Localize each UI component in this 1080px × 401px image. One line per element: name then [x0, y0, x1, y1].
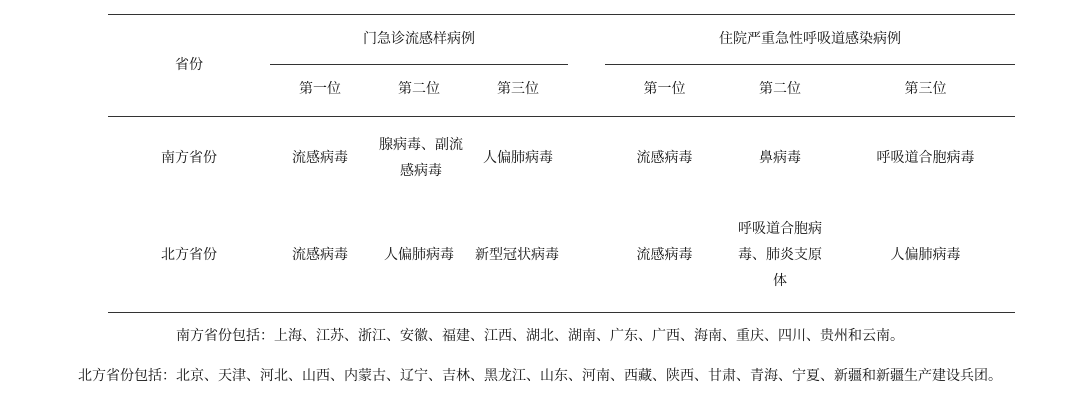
header-outpatient-group: 门急诊流感样病例 [363, 31, 475, 47]
outpatient-group-rule [270, 64, 568, 65]
table-cell: 腺病毒、副流感病毒 [379, 137, 463, 179]
table-cell: 鼻病毒 [759, 150, 801, 166]
south-provinces-note: 南方省份包括：上海、江苏、浙江、安徽、福建、江西、湖北、湖南、广东、广西、海南、重庆、四川、贵州和云南。 [176, 328, 904, 344]
table-bottom-rule [108, 312, 1015, 313]
table-cell: 流感病毒 [636, 150, 693, 166]
table-cell: 流感病毒 [292, 247, 348, 263]
row-north-province: 北方省份 [161, 247, 217, 263]
header-rank-2-outpatient: 第二位 [398, 81, 440, 97]
header-rank-3-outpatient: 第三位 [497, 81, 539, 97]
table-cell: 人偏肺病毒 [483, 150, 553, 166]
header-bottom-rule [108, 116, 1015, 117]
header-rank-2-inpatient: 第二位 [759, 81, 801, 97]
pathogen-table [108, 14, 1015, 314]
table-cell: 流感病毒 [636, 247, 693, 263]
table-cell: 流感病毒 [292, 150, 348, 166]
table-cell: 呼吸道合胞病毒、肺炎支原体 [738, 221, 822, 289]
header-province: 省份 [175, 57, 203, 73]
header-rank-3-inpatient: 第三位 [904, 81, 947, 97]
table-cell: 新型冠状病毒 [475, 247, 559, 263]
table-cell: 人偏肺病毒 [890, 247, 961, 263]
header-rank-1-inpatient: 第一位 [643, 81, 686, 97]
inpatient-group-rule [605, 64, 1015, 65]
table-cell: 呼吸道合胞病毒 [876, 150, 975, 166]
header-rank-1-outpatient: 第一位 [299, 81, 341, 97]
row-south-province: 南方省份 [161, 150, 217, 166]
north-provinces-note: 北方省份包括：北京、天津、河北、山西、内蒙古、辽宁、吉林、黑龙江、山东、河南、西藏、陕西、甘肃、青海、宁夏、新疆和新疆生产建设兵团。 [78, 368, 1002, 384]
header-inpatient-group: 住院严重急性呼吸道感染病例 [719, 31, 901, 47]
table-cell: 人偏肺病毒 [384, 247, 454, 263]
